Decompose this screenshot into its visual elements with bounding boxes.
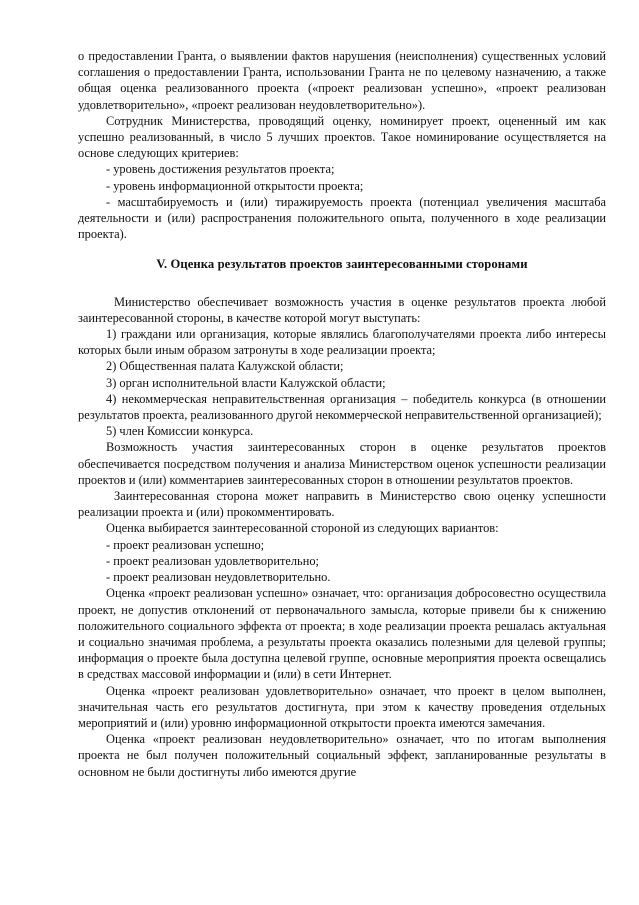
party-item: 1) граждани или организация, которые являлись благополучателями проекта либо интересы которых были иным образом затронуты в ходе реализации проекта; (78, 327, 606, 358)
party-item: 5) член Комиссии конкурса. (106, 424, 254, 439)
paragraph-options-intro: Оценка выбирается заинтересованной стороной из следующих вариантов: (106, 521, 499, 536)
document-body (78, 48, 606, 780)
option-item: - проект реализован неудовлетворительно. (106, 570, 331, 585)
paragraph-success-definition: Оценка «проект реализован успешно» означает, что: организация добросовестно осуществила проект, не допустив отклонений от первоначального замысла, которые привели бы к снижению положительного социального эффекта от проекта; в ходе реализации проекта решалась актуальная и социально значимая проблема, а результаты проекта оказались полезными для целевой группы; информация о проекте была доступна целевой группе, основные мероприятия проекта освещались в средствах массовой информации и (или) в сети Интернет. (78, 586, 606, 682)
paragraph-nomination: Сотрудник Министерства, проводящий оценку, номинирует проект, оцененный им как успешно реализованный, в число 5 лучших проектов. Такое номинирование осуществляется на основе следующих критериев: (78, 113, 606, 161)
paragraph-unsatisfactory-definition: Оценка «проект реализован неудовлетворительно» означает, что по итогам выполнения проекта не был получен положительный социальный эффект, запланированные результаты в основном не были достигнуты либо имеются другие (78, 732, 606, 779)
party-item: 2) Общественная палата Калужской области; (106, 359, 344, 374)
party-item: 3) орган исполнительной власти Калужской области; (106, 375, 386, 390)
paragraph-ministry-intro: Министерство обеспечивает возможность участия в оценке результатов проекта любой заинтересованной стороны, в качестве которой могут выступать: (78, 294, 606, 325)
paragraph-grant-violations: о предоставлении Гранта, о выявлении фактов нарушения (неисполнения) существенных условий соглашения о предоставлении Гранта, использовании Гранта не по целевому назначению, а также общая оценка реализованного проекта («проект реализован успешно», «проект реализован удовлетворительно», «проект реализован неудовлетворительно»). (78, 49, 606, 112)
option-item: - проект реализован успешно; (106, 537, 265, 552)
criterion-item: - уровень информационной открытости проекта; (106, 178, 364, 193)
paragraph-stakeholder-submission: Заинтересованная сторона может направить в Министерство свою оценку успешности реализации проекта и (или) прокомментировать. (78, 489, 606, 520)
option-item: - проект реализован удовлетворительно; (106, 553, 319, 568)
criterion-item: - масштабируемость и (или) тиражируемость проекта (потенциал увеличения масштаба деятельности и (или) распространения положительного опыта, полученного в ходе реализации проекта). (78, 194, 606, 242)
criterion-item: - уровень достижения результатов проекта; (106, 162, 335, 177)
paragraph-participation: Возможность участия заинтересованных сторон в оценке результатов проектов обеспечивается посредством получения и анализа Министерством оценок успешности реализации проектов и (или) комментариев заинтересованных сторон в отношении результатов проектов. (78, 440, 606, 487)
paragraph-satisfactory-definition: Оценка «проект реализован удовлетворительно» означает, что проект в целом выполнен, значительная часть его результатов достигнута, при этом к качеству проведения отдельных мероприятий и (или) уровню информационной открытости проекта имеются замечания. (78, 683, 606, 730)
party-item: 4) некоммерческая неправительственная организация – победитель конкурса (в отношении результатов проекта, реализованного другой некоммерческой неправительственной организацией); (78, 391, 606, 423)
section-heading: V. Оценка результатов проектов заинтересованными сторонами (156, 257, 528, 272)
